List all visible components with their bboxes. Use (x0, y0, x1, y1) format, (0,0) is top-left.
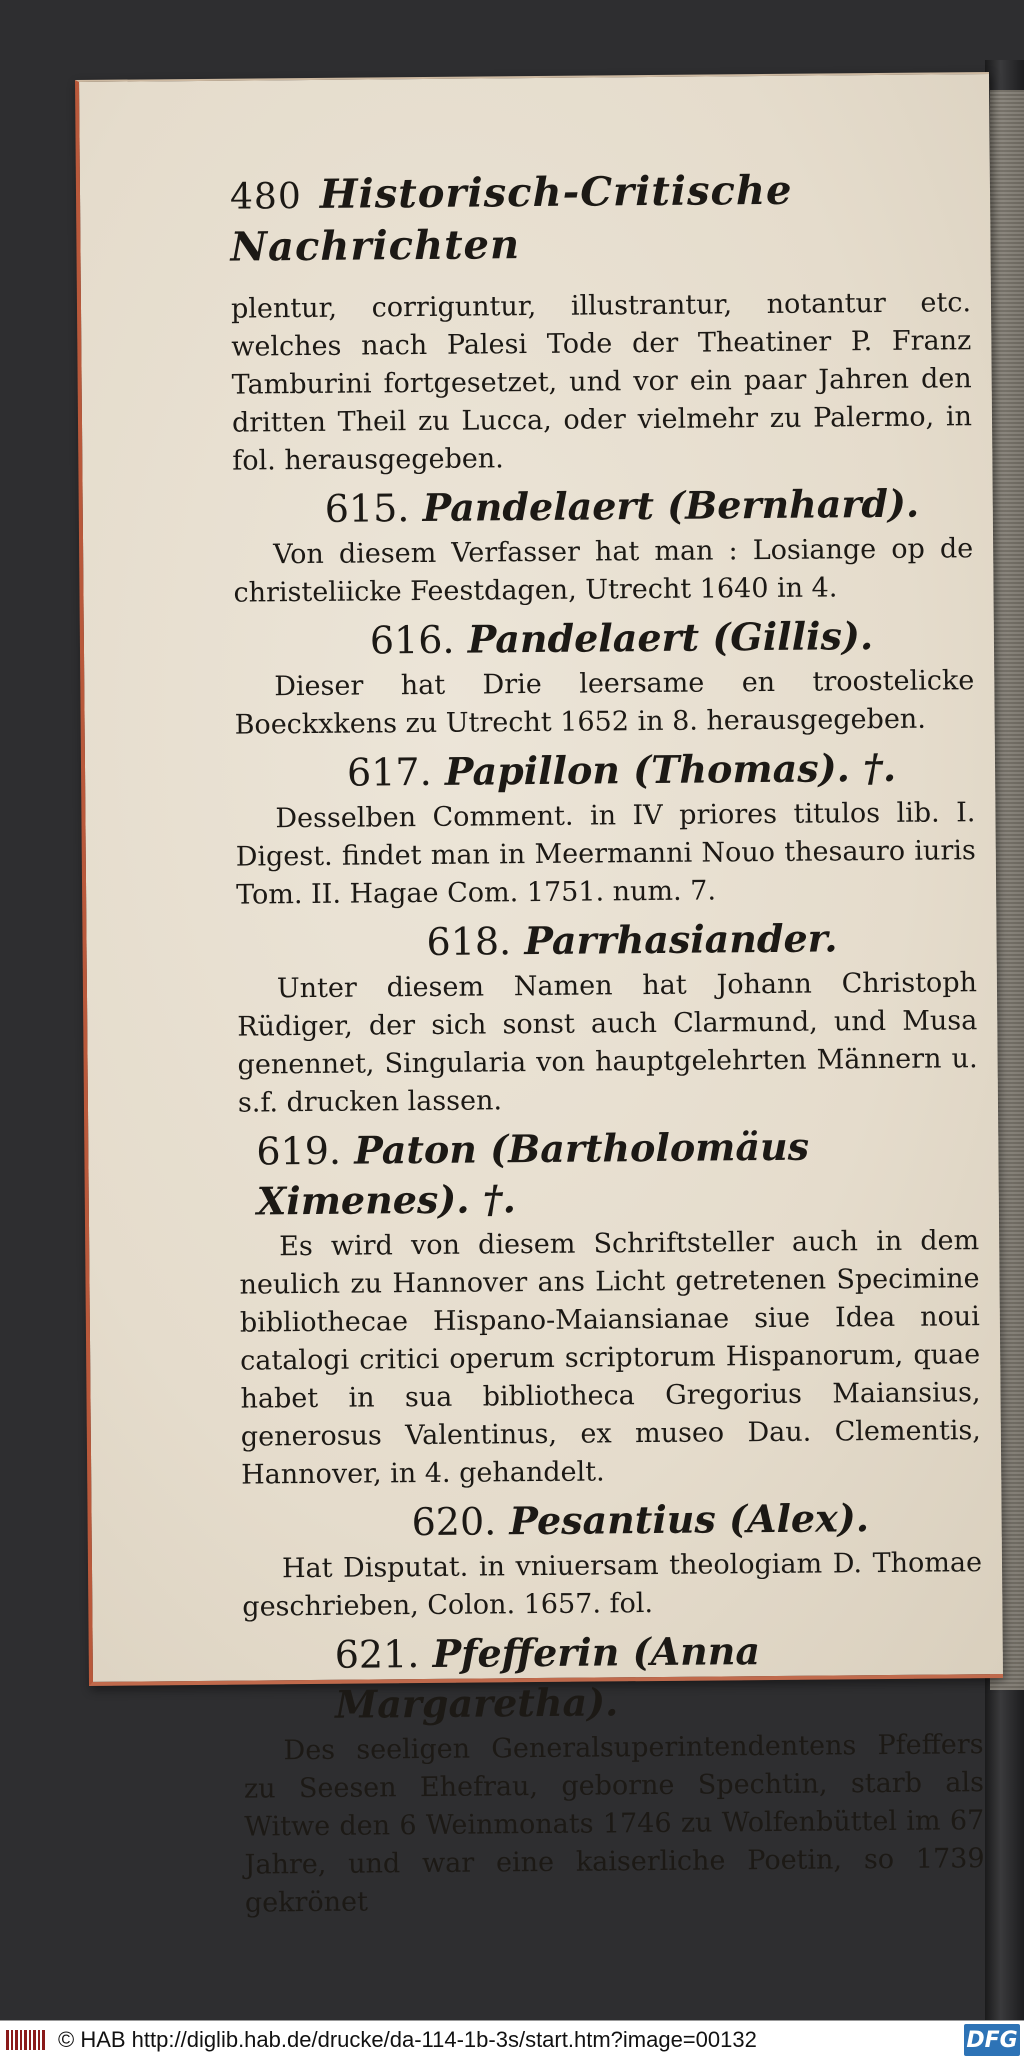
book-page (75, 72, 1003, 1919)
entry-heading (241, 1492, 981, 1548)
entry-number: 617. (346, 749, 432, 795)
dfg-logo-icon: DFG (964, 2024, 1020, 2056)
entry-number: 621. (334, 1632, 420, 1677)
hab-logo-icon (2, 2025, 50, 2055)
opening-paragraph: plentur, corriguntur, illustrantur, notantur etc. welches nach Palesi Tode der Theatiner P. Franz Tamburini fortgesetzet, und vor ein paar Jahren den dritten Theil zu Lucca, oder vielmehr zu Palermo, in fol. herausgegeben. (230, 287, 973, 477)
page-number: 480 (229, 176, 302, 218)
entry-heading (238, 1120, 979, 1226)
entry-number: 616. (369, 617, 455, 663)
page-text-block (230, 164, 985, 1922)
entry-text: Desselben Comment. in IV priores titulos lib. I. Digest. findet man in Meermanni Nouo thesauro iuris Tom. II. Hagae Com. 1751. num. 7. (235, 797, 976, 911)
entry-text: Dieser hat Drie leersame en troostelicke Boeckxkens zu Utrecht 1652 in 8. herausgegeben. (234, 665, 975, 741)
entry-name: Pesantius (Alex). (509, 1495, 870, 1544)
entry-number: 618. (426, 919, 512, 964)
entry-text: Des seeligen Generalsuperintendentens Pfeffers zu Seesen Ehefrau, geborne Spechtin, starb als Witwe den 6 Weinmonats 1746 zu Wolfenbüttel im 67 Jahre, und war eine kaiserliche Poetin, so 1739 gekrönet (243, 1729, 985, 1919)
entry-heading (233, 478, 973, 534)
entry-text: Unter diesem Namen hat Johann Christoph Rüdiger, der sich sonst auch Clarmund, und Musa genennet, Singularia von hauptgelehrten Männern u. s.f. drucken lassen. (237, 967, 978, 1119)
entry-name: Pandelaert (Bernhard). (422, 480, 920, 531)
entry-number: 615. (324, 486, 410, 531)
running-head-title: Historisch-Critische Nachrichten (230, 166, 793, 271)
entry-name: Papillon (Thomas). †. (444, 744, 897, 794)
entry-name: Parrhasiander. (524, 915, 838, 964)
entry-name: Pandelaert (Gillis). (467, 613, 874, 662)
entry-heading (243, 1624, 984, 1730)
entry-heading (235, 742, 975, 798)
entry-text: Von diesem Verfasser hat man : Losiange op de christeliicke Feestdagen, Utrecht 1640 in 4. (233, 533, 974, 609)
entry-text: Hat Disputat. in vniuersam theologiam D. Thomae geschrieben, Colon. 1657. fol. (242, 1547, 983, 1623)
entry-text: Es wird von diesem Schriftsteller auch in dem neulich zu Hannover ans Licht getretenen Specimine bibliothecae Hispano-Maiansianae siue Idea noui catalogi critici operum scriptorum Hispanorum, quae habet in sua bibliotheca Gregorius Maiansius, generosus Valentinus, ex museo Dau. Clementis, Hannover, in 4. gehandelt. (239, 1225, 981, 1491)
entry-number: 620. (411, 1499, 497, 1545)
footer-bar (0, 2020, 1024, 2059)
entry-heading (234, 610, 974, 666)
entry-heading (236, 912, 976, 968)
copyright-link[interactable]: © HAB http://diglib.hab.de/drucke/da-114-1b-3s/start.htm?image=00132 (58, 2027, 757, 2052)
entry-name: Pfefferin (Anna Margaretha). (334, 1628, 761, 1727)
entry-number: 619. (256, 1128, 342, 1174)
running-head (230, 164, 971, 272)
entry-name: Paton (Bartholomäus Ximenes). †. (256, 1123, 810, 1224)
